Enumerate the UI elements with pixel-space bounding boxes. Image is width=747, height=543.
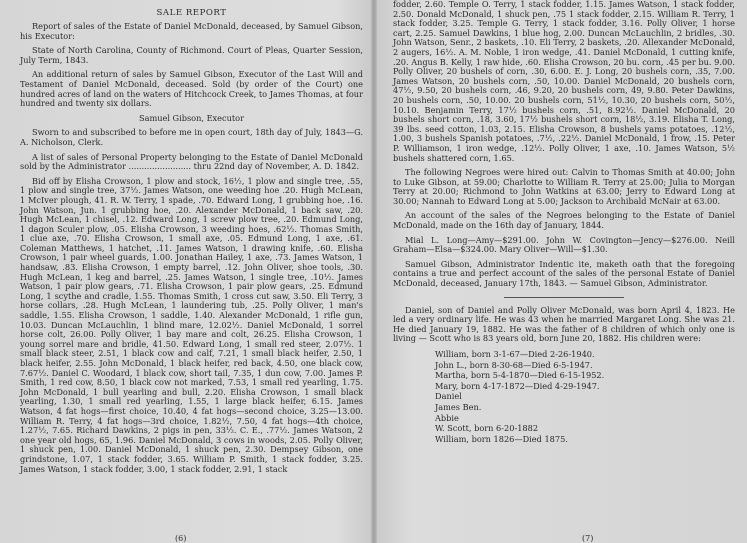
child-entry: William, born 3-1-67—Died 2-26-1940. — [435, 349, 595, 359]
court-caption: State of North Carolina, County of Richmond. Court of Pleas, Quarter Session, July Term, 1843. — [20, 45, 363, 65]
sale-report-title: SALE REPORT — [156, 8, 227, 18]
left-page — [0, 0, 373, 543]
page-number-left: (6) — [175, 534, 187, 543]
child-entry: Mary, born 4-17-1872—Died 4-29-1947. — [435, 380, 600, 391]
negro-sales-list: Mial L. Long—Amy—$291.00. John W. Covington—Jency—$276.00. Neill Graham—Elsa—$324.00. Mary Oliver—Will—$1.30. — [393, 234, 735, 255]
section-divider — [504, 297, 624, 298]
child-entry: Martha, born 5-4-1870—Died 6-15-1952. — [435, 370, 605, 381]
administrator-oath: Samuel Gibson, Administrator Indentic ite, maketh oath that the foregoing contains a true and perfect account of the sales of the personal Estate of Daniel McDonald, deceased, January 17th, 1843. — Samuel Gibson, Administrator. — [393, 258, 735, 289]
child-entry: Daniel — [435, 391, 462, 402]
child-entry: W. Scott, born 6-20-1882 — [435, 423, 539, 434]
negroes-hired: The following Negroes were hired out: Calvin to Thomas Smith at 40.00; John to Luke Gibson, at 59.00; Charlotte to William R. Terry at 25.00; Julia to Morgan Terry at 20.00; Richmond to John Watkins at 63.00; Jerry to Edward Long at 30.00; Nannah to Edward Long at 5.00; Jackson to Archibald McNair at 63.00. — [393, 167, 735, 206]
right-page — [377, 0, 747, 543]
sales-list: Bid off by Elisha Crowson, 1 plow and stock, 16½, 1 plow and single tree, .55, 1 plow and single tree, 37½. James Watson, one weeding hoe .20. Hugh McLean, 1 McIver plough, 41. R. W. Terry, 1 spade, .70. Edward Long, 1 grubbing hoe, .16. John Watson, Jun. 1 grubbing hoe, .20. Alexander McDonald, 1 back saw, .20. Hugh McLean, 1 chisel, .12. Edward Long, 1 screw plow tree, .20. Edmund Long, 1 dagon Sculer plow, .05. Elisha Crowson, 3 weeding hoes, .62½. Thomas Smith, 1 clue axe, .70. Elisha Crowson, 1 small axe, .05. Edmund Long, 1 axe, .61. Coleman Matthews, 1 hatchet, .11. James Watson, 1 drawing knife, .60. Elisha Crowson, 1 pair wheel guards, 1.00. Jonathan Hailey, 1 axe, .73. James Watson, 1 handsaw, .83. Elisha Crowson, 1 empty barrel, .12. John Oliver, shoe tools, .30. Hugh McLean, 1 keg and barrel, .25. James Watson, 1 single tree, .10½. James Watson, 1 pair plow gears, .71. Elisha Crowson, 1 pair plow gears, .25. Edmund Long, 1 scythe and cradle, 1.55. Thomas Smith, 1 cross cut saw, 3.50. Eli Terry, 3 horse collars, .28. Hugh McLean, 1 laundering tub, .25. Polly Oliver, 1 man's saddle, 1.55. Elisha Crowson, 1 saddle, 1.40. Alexander McDonald, 1 rifle gun, 10.03. Duncan McLauchlin, 1 blind mare, 12.02½. Daniel McDonald, 1 sorrel horse colt, 26.00. Polly Oliver, 1 bay mare and colt, 26.25. Elisha Crowson, 1 young sorrel mare and bridle, 41.50. Edward Long, 1 small red steer, 2.07½. 1 small black steer, 2.51, 1 black cow and calf, 7.21, 1 small black heifer, 2.50, 1 black heifer, 2.55. John McDonald, 1 black heifer, red back, 4.50, one black cow, 7.67½. Daniel C. Woodard, 1 black cow, short tail, 7.35, 1 dun cow, 7.00. James P. Smith, 1 red cow, 8.50, 1 black cow not marked, 7.53, 1 small red yearling, 1.75. John McDonald, 1 bull yearling and bull, 2.20. Elisha Crowson, 1 small black yearling, 1.30, 1 small red yearling, 1.55, 1 large black heifer, 6.15. James Watson, 4 fat hogs—first choice, 10.40, 4 fat hogs—second choice, 3.25—13.00. William R. Terry, 4 fat hogs—3rd choice, 1.82½, 7.50, 4 fat hogs—4th choice, 1.27½, 7.65. Richard Dawkins, 2 pigs in pen, 33½. C. E., .77½. James Watson, 2 one year old hogs, 65, 1.96. Daniel McDonald, 3 cows in woods, 2.05. Polly Oliver, 1 shuck pen, 1.00. Daniel McDonald, 1 shuck pen, 2.30. Dempsey Gibson, one grindstone, 1.07, 1 stack fodder, 3.65. William P. Smith, 1 stack fodder, 3.25. James Watson, 1 stack fodder, 3.00, 1 stack fodder, 2.91, 1 stack — [20, 175, 363, 474]
child-entry: James Ben. — [435, 401, 482, 412]
child-entry: John L., born 8-30-68—Died 6-5-1947. — [435, 359, 593, 370]
child-entry: Abbie — [435, 412, 459, 423]
children-list — [435, 349, 735, 444]
page-number-right: (7) — [582, 534, 594, 543]
child-entry: William, born 1826—Died 1875. — [435, 433, 568, 444]
daniel-biography: Daniel, son of Daniel and Polly Oliver McDonald, was born April 4, 1823. He led a very ordinary life. He was 43 when he married Margaret Long. She was 21. He died January 19, 1882. He was the father of 8 children of which only one is living — Scott who is 83 years old, born June 20, 1882. His children were: — [393, 304, 735, 344]
sales-list-continued: fodder, 2.60. Temple O. Terry, 1 stack fodder, 1.15. James Watson, 1 stack fodder, 2.50. Donald McDonald, 1 shuck pen, .75 1 stack fodder, 2.15. William R. Terry, 1 stack fodder, 3.25. Temple G. Terry, 1 stack fodder, 3.16. Polly Oliver, 1 horse cart, 2.25. Samuel Dawkins, 1 blue hog, 2.00. Duncan McLauchlin, 2 bridles, .30. John Watson, Senr., 2 baskets, .10. Eli Terry, 2 baskets, .20. Allexander McDonald, 2 augers, 16½. A. M. Noble, 1 iron wedge, .41. Daniel McDonald, 1 cutting knife, .20. Angus B. Kelly, 1 raw hide, .60. Elisha Crowson, 20 bu. corn, .45 per bu. 9.00. Polly Oliver, 20 bushels of corn, .30, 6.00. E. J. Long, 20 bushels corn, .35, 7.00. James Watson, 20 bushels corn, .50, 10.00. Daniel McDonald, 20 bushels corn, 47½, 9.50, 20 bushels corn, .46, 9.20, 20 bushels corn, 49, 9.80. Peter Dawkins, 20 bushels corn, .50, 10.00. 20 bushels corn, 51½, 10.30, 20 bushels corn, 50½, 10.10. Benjamin Terry, 17½ bushels corn, .51, 8.92½. Daniel McDonald, 20 bushels short corn, .18, 3.60, 17½ bushels short corn, 18½, 3.19. Elisha T. Long, 39 lbs. seed cotton, 1.03, 2.15. Elisha Crowson, 8 bushels yams potatoes, .12½, 1.00, 3 bushels Spanish potatoes, .7½, .22½. Daniel McDonald, 1 frow, .15. Peter P. Williamson, 1 iron wedge, .12½. Polly Oliver, 1 axe, .10. James Watson, 5½ bushels shattered corn, 1.65. — [393, 0, 735, 163]
negro-sales-account: An account of the sales of the Negroes belonging to the Estate of Daniel McDonald, made on the 16th day of January, 1844. — [393, 210, 735, 231]
additional-return: An additional return of sales by Samuel Gibson, Executor of the Last Will and Testament of Daniel McDonald, deceased. Sold (by order of the Court) one hundred acres of land on the waters of Hitchcock Creek, to James Thomas, at four hundred and twenty six dollars. — [20, 69, 363, 109]
report-intro: Report of sales of the Estate of Daniel McDonald, deceased, by Samuel Gibson, his Executor: — [20, 21, 363, 41]
executor-signature: Samuel Gibson, Executor — [138, 112, 245, 123]
sworn-statement: Sworn to and subscribed to before me in open court, 18th day of July, 1843—G. A. Nicholson, Clerk. — [20, 127, 363, 147]
personal-property-header: A list of sales of Personal Property belonging to the Estate of Daniel McDonald sold by the Administrator ........................ thru 22nd day of November, A. D. 1842. — [20, 151, 363, 172]
